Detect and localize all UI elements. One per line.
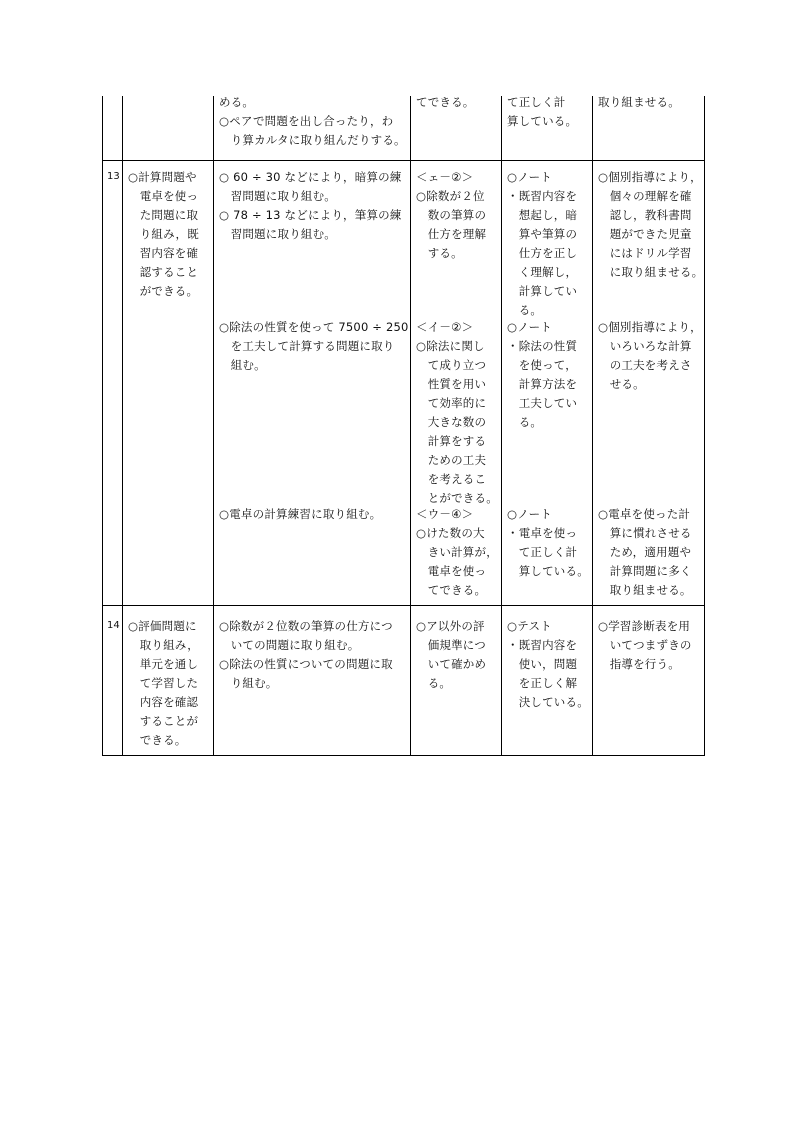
- goal-line: 取り組み，: [128, 638, 199, 652]
- evaluation-viewpoint-line: 性質を用い: [416, 377, 487, 391]
- table-rule-vertical: [704, 96, 705, 756]
- evaluation-method-line: ○テスト: [507, 619, 552, 633]
- support-line: にはドリル学習: [598, 246, 692, 260]
- evaluation-viewpoint-line: 計算をする: [416, 434, 487, 448]
- evaluation-method-line: ○ノート: [507, 320, 552, 334]
- table-rule-vertical: [122, 96, 123, 756]
- support-line: 個々の理解を確: [598, 189, 692, 203]
- support-line: 取り組ませる。: [598, 583, 692, 597]
- evaluation-viewpoint-line: とができる。: [416, 491, 498, 505]
- activity-line: いての問題に取り組む。: [219, 638, 360, 652]
- evaluation-viewpoint-line: ○けた数の大: [416, 526, 485, 540]
- activity-line: める。: [219, 95, 255, 109]
- evaluation-viewpoint-line: 電卓を使っ: [416, 564, 487, 578]
- activity-line: ○ペアで問題を出し合ったり，わ: [219, 114, 394, 128]
- evaluation-method-line: ・除法の性質: [507, 339, 578, 353]
- evaluation-viewpoint-line: 仕方を理解: [416, 227, 487, 241]
- support-line: ○学習診断表を用: [598, 619, 691, 633]
- support-line: ○個別指導により，: [598, 320, 702, 334]
- activity-line: ○除数が２位数の筆算の仕方につ: [219, 619, 393, 633]
- support-line: いてつまずきの: [598, 638, 692, 652]
- support-line: 算に慣れさせる: [598, 526, 692, 540]
- support-line: の工夫を考えさ: [598, 358, 692, 372]
- evaluation-method-line: 仕方を正し: [507, 246, 578, 260]
- table-rule-horizontal: [102, 755, 705, 756]
- evaluation-method-line: ・既習内容を: [507, 638, 578, 652]
- table-rule-vertical: [410, 96, 411, 756]
- activity-line: ○ 78 ÷ 13 などにより，筆算の練: [219, 208, 402, 222]
- support-line: 取り組ませる。: [598, 95, 680, 109]
- evaluation-method-line: 工夫してい: [507, 396, 578, 410]
- evaluation-method-line: 使い，問題: [507, 657, 578, 671]
- activity-line: ○ 60 ÷ 30 などにより，暗算の練: [219, 170, 402, 184]
- table-rule-vertical: [592, 96, 593, 756]
- evaluation-method-line: ○ノート: [507, 170, 552, 184]
- support-line: 指導を行う。: [598, 657, 680, 671]
- evaluation-method-line: ・既習内容を: [507, 189, 578, 203]
- activity-line: を工夫して計算する問題に取り: [219, 339, 395, 353]
- support-line: ○個別指導により，: [598, 170, 702, 184]
- evaluation-method-line: を使って，: [507, 358, 577, 372]
- evaluation-method-line: 算や筆算の: [507, 227, 578, 241]
- goal-line: 単元を通し: [128, 657, 199, 671]
- support-line: ○電卓を使った計: [598, 507, 691, 521]
- activity-line: 習問題に取り組む。: [219, 189, 336, 203]
- goal-line: 認すること: [128, 265, 199, 279]
- goal-line: することが: [128, 714, 199, 728]
- evaluation-viewpoint-line: 大きな数の: [416, 415, 487, 429]
- support-line: 計算問題に多く: [598, 564, 692, 578]
- evaluation-viewpoint-line: いて確かめ: [416, 657, 487, 671]
- evaluation-viewpoint-line: てできる。: [416, 95, 475, 109]
- evaluation-method-line: ・電卓を使っ: [507, 526, 578, 540]
- evaluation-viewpoint-line: ○除法に関し: [416, 339, 485, 353]
- evaluation-viewpoint-line: ○除数が２位: [416, 189, 485, 203]
- support-line: 題ができた児童: [598, 227, 692, 241]
- goal-line: り組み，既: [128, 227, 199, 241]
- evaluation-viewpoint-line: て成り立つ: [416, 358, 487, 372]
- table-rule-horizontal: [102, 160, 705, 161]
- evaluation-method-line: 算している。: [507, 114, 578, 128]
- goal-line: ができる。: [128, 284, 199, 298]
- evaluation-viewpoint-line: てできる。: [416, 583, 487, 597]
- activity-line: ○除法の性質を使って 7500 ÷ 250: [219, 320, 409, 334]
- table-rule-horizontal: [102, 605, 705, 606]
- evaluation-method-line: く理解し，: [507, 265, 578, 279]
- evaluation-method-line: を正しく解: [507, 676, 578, 690]
- goal-line: た問題に取: [128, 208, 199, 222]
- evaluation-viewpoint-line: ＜ウ－④＞: [416, 507, 474, 521]
- evaluation-viewpoint-line: ための工夫: [416, 453, 487, 467]
- evaluation-method-line: ○ノート: [507, 507, 552, 521]
- activity-line: り組む。: [219, 676, 278, 690]
- activity-line: 組む。: [219, 358, 266, 372]
- evaluation-method-line: 算している。: [507, 564, 589, 578]
- goal-line: て学習した: [128, 676, 199, 690]
- evaluation-method-line: 計算方法を: [507, 377, 578, 391]
- evaluation-viewpoint-line: て効率的に: [416, 396, 487, 410]
- evaluation-viewpoint-line: 数の筆算の: [416, 208, 487, 222]
- evaluation-method-line: る。: [507, 303, 543, 317]
- evaluation-viewpoint-line: 価規準につ: [416, 638, 486, 652]
- support-line: 認し，教科書問: [598, 208, 692, 222]
- activity-line: ○除法の性質についての問題に取: [219, 657, 393, 671]
- evaluation-viewpoint-line: ＜ェ－②＞: [416, 170, 474, 184]
- goal-line: 電卓を使っ: [128, 189, 199, 203]
- support-line: せる。: [598, 377, 645, 391]
- goal-line: ○評価問題に: [128, 619, 197, 633]
- goal-line: できる。: [128, 733, 187, 747]
- evaluation-viewpoint-line: ○ア以外の評: [416, 619, 485, 633]
- lesson-number: 14: [107, 620, 120, 631]
- table-rule-vertical: [213, 96, 214, 756]
- evaluation-method-line: 想起し，暗: [507, 208, 578, 222]
- evaluation-viewpoint-line: する。: [416, 246, 463, 260]
- evaluation-viewpoint-line: を考えるこ: [416, 472, 487, 486]
- evaluation-method-line: る。: [507, 415, 543, 429]
- evaluation-viewpoint-line: ＜イ－②＞: [416, 320, 474, 334]
- activity-line: 習問題に取り組む。: [219, 227, 336, 241]
- activity-line: ○電卓の計算練習に取り組む。: [219, 507, 382, 521]
- lesson-number: 13: [107, 171, 120, 182]
- evaluation-method-line: 決している。: [507, 695, 589, 709]
- goal-line: ○計算問題や: [128, 170, 197, 184]
- evaluation-method-line: 計算してい: [507, 284, 578, 298]
- table-rule-vertical: [501, 96, 502, 756]
- goal-line: 内容を確認: [128, 695, 199, 709]
- table-rule-vertical: [102, 96, 103, 756]
- evaluation-method-line: て正しく計: [507, 95, 566, 109]
- support-line: に取り組ませる。: [598, 265, 704, 279]
- evaluation-viewpoint-line: きい計算が，: [416, 545, 498, 559]
- support-line: ため，適用題や: [598, 545, 692, 559]
- goal-line: 習内容を確: [128, 246, 199, 260]
- evaluation-viewpoint-line: る。: [416, 676, 452, 690]
- support-line: いろいろな計算: [598, 339, 692, 353]
- activity-line: り算カルタに取り組んだりする。: [219, 133, 406, 147]
- evaluation-method-line: て正しく計: [507, 545, 578, 559]
